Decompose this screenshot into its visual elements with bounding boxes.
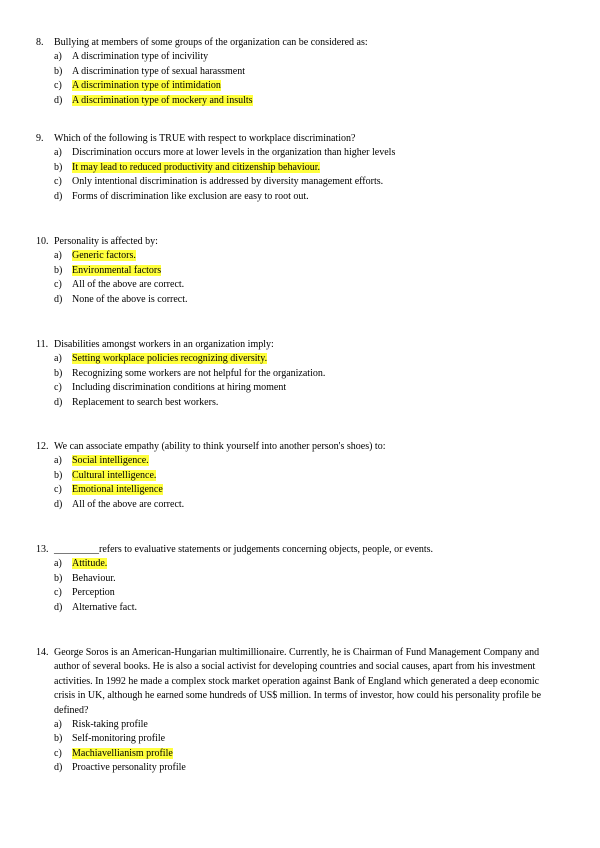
option-letter: a)	[54, 719, 62, 731]
option-letter: c)	[54, 587, 62, 599]
question-9	[36, 132, 558, 204]
option-text: Recognizing some workers are not helpful for the organization.	[72, 367, 326, 379]
option-b	[36, 469, 558, 483]
question-number: 12.	[36, 441, 49, 452]
option-letter: d)	[54, 601, 63, 613]
option-c	[36, 79, 558, 93]
option-letter: c)	[54, 382, 62, 394]
option-c	[36, 586, 558, 600]
option-text-highlighted: Emotional intelligence	[72, 484, 163, 496]
option-a	[36, 557, 558, 571]
question-stem	[36, 440, 558, 454]
question-10	[36, 235, 558, 307]
question-text: refers to evaluative statements or judgements concerning objects, people, or events.	[99, 544, 434, 555]
option-letter: b)	[54, 264, 63, 276]
option-b	[36, 367, 558, 381]
option-letter: a)	[54, 455, 62, 467]
question-14	[36, 646, 558, 776]
option-c	[36, 381, 558, 395]
option-c	[36, 747, 558, 761]
fill-in-blank: _________	[54, 544, 99, 555]
option-text: Perception	[72, 587, 115, 599]
option-a	[36, 454, 558, 468]
option-c	[36, 483, 558, 497]
option-letter: a)	[54, 250, 62, 262]
question-stem	[36, 235, 558, 249]
option-b	[36, 161, 558, 175]
option-text: Forms of discrimination like exclusion are easy to root out.	[72, 190, 309, 202]
option-letter: c)	[54, 176, 62, 188]
option-letter: d)	[54, 190, 63, 202]
option-d	[36, 190, 558, 204]
option-d	[36, 498, 558, 512]
option-a	[36, 50, 558, 64]
option-text: Including discrimination conditions at hiring moment	[72, 382, 287, 394]
option-b	[36, 65, 558, 79]
option-text-highlighted: It may lead to reduced productivity and citizenship behaviour.	[72, 161, 320, 173]
option-b	[36, 572, 558, 586]
option-d	[36, 94, 558, 108]
option-letter: b)	[54, 367, 63, 379]
question-text: Which of the following is TRUE with respect to workplace discrimination?	[54, 133, 356, 144]
option-text-highlighted: Cultural intelligence.	[72, 469, 157, 481]
option-d	[36, 601, 558, 615]
option-letter: c)	[54, 484, 62, 496]
option-text: All of the above are correct.	[72, 279, 185, 291]
question-number: 14.	[36, 647, 49, 658]
option-text-highlighted: Generic factors.	[72, 250, 136, 262]
option-letter: c)	[54, 80, 62, 92]
question-8	[36, 36, 558, 108]
question-13	[36, 543, 558, 615]
option-letter: a)	[54, 51, 62, 63]
option-text: Replacement to search best workers.	[72, 396, 219, 408]
question-stem	[36, 646, 558, 718]
option-d	[36, 293, 558, 307]
option-letter: a)	[54, 558, 62, 570]
option-letter: a)	[54, 147, 62, 159]
option-letter: b)	[54, 572, 63, 584]
option-text: All of the above are correct.	[72, 498, 185, 510]
question-number: 9.	[36, 133, 44, 144]
option-letter: d)	[54, 396, 63, 408]
question-stem	[36, 132, 558, 146]
question-text: Disabilities amongst workers in an organization imply:	[54, 339, 274, 350]
option-b	[36, 732, 558, 746]
question-number: 10.	[36, 236, 49, 247]
option-text-highlighted: Environmental factors	[72, 264, 162, 276]
question-12	[36, 440, 558, 512]
option-a	[36, 718, 558, 732]
option-letter: b)	[54, 733, 63, 745]
question-11	[36, 338, 558, 410]
option-a	[36, 249, 558, 263]
question-number: 8.	[36, 37, 44, 48]
option-c	[36, 278, 558, 292]
option-text: Self-monitoring profile	[72, 733, 166, 745]
option-d	[36, 761, 558, 775]
option-b	[36, 264, 558, 278]
option-text-highlighted: Setting workplace policies recognizing diversity.	[72, 353, 268, 365]
option-text-highlighted: A discrimination type of mockery and insults	[72, 94, 253, 106]
option-text-highlighted: Social intelligence.	[72, 455, 149, 467]
option-letter: b)	[54, 469, 63, 481]
option-letter: c)	[54, 747, 62, 759]
option-a	[36, 146, 558, 160]
option-text-highlighted: Machiavellianism profile	[72, 747, 173, 759]
option-text: Behaviour.	[72, 572, 116, 584]
option-c	[36, 175, 558, 189]
question-text: We can associate empathy (ability to think yourself into another person's shoes) to:	[54, 441, 386, 452]
question-text: George Soros is an American-Hungarian multimillionaire. Currently, he is Chairman of Fund Management Company and author of several books. He is also a social activist for developing countries and social causes, apart from his investment activities. In 1992 he made a complex stock market operation against Bank of England which generated a deep economic crisis in UK, although he earned some hundreds of US$ million. In terms of investor, how could his personality profile be defined?	[54, 647, 542, 716]
question-number: 13.	[36, 544, 49, 555]
question-text: Bullying at members of some groups of the organization can be considered as:	[54, 37, 368, 48]
option-text-highlighted: Attitude.	[72, 558, 108, 570]
option-text: Only intentional discrimination is addressed by diversity management efforts.	[72, 176, 384, 188]
option-letter: c)	[54, 279, 62, 291]
question-stem	[36, 543, 558, 557]
option-letter: a)	[54, 353, 62, 365]
option-text: Alternative fact.	[72, 601, 137, 613]
option-text: A discrimination type of incivility	[72, 51, 209, 63]
option-letter: d)	[54, 762, 63, 774]
question-stem	[36, 36, 558, 50]
option-a	[36, 352, 558, 366]
option-text: None of the above is correct.	[72, 293, 188, 305]
question-text: Personality is affected by:	[54, 236, 158, 247]
option-letter: d)	[54, 293, 63, 305]
option-text-highlighted: A discrimination type of intimidation	[72, 80, 221, 92]
option-letter: b)	[54, 161, 63, 173]
option-text: Discrimination occurs more at lower levels in the organization than higher levels	[72, 147, 396, 159]
option-letter: d)	[54, 498, 63, 510]
option-letter: d)	[54, 94, 63, 106]
question-number: 11.	[36, 339, 49, 350]
option-text: Risk-taking profile	[72, 719, 148, 731]
option-letter: b)	[54, 65, 63, 77]
option-text: A discrimination type of sexual harassment	[72, 65, 246, 77]
question-stem	[36, 338, 558, 352]
option-d	[36, 396, 558, 410]
option-text: Proactive personality profile	[72, 762, 186, 774]
